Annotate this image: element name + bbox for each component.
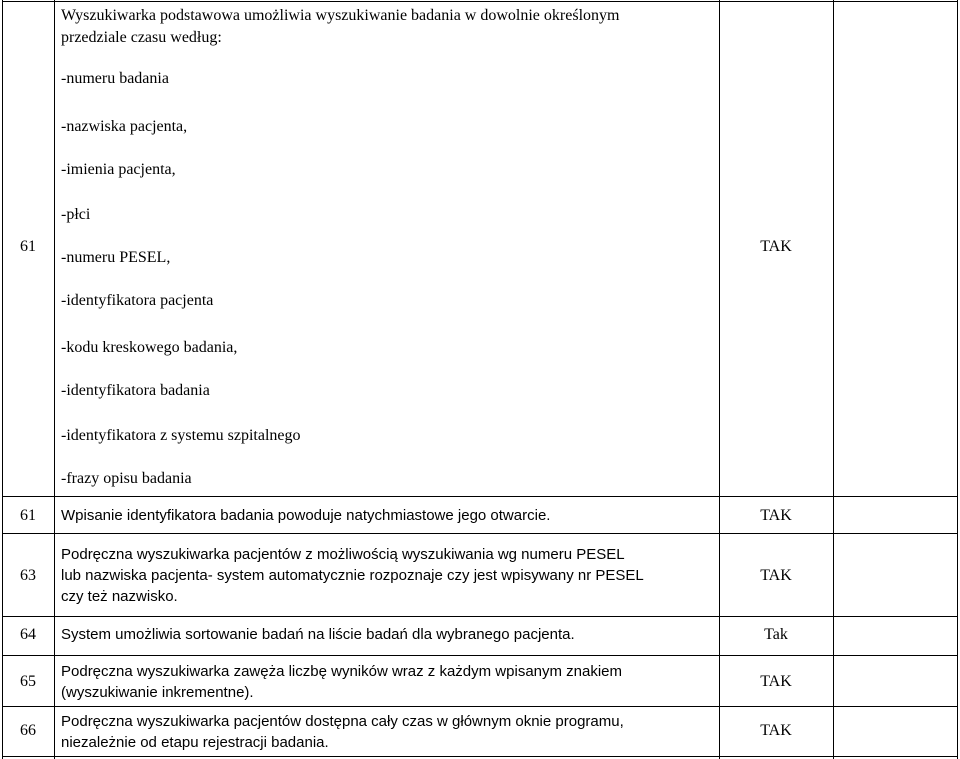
row-description-line: (wyszukiwanie inkrementne).	[61, 684, 254, 701]
row-number: 61	[20, 507, 36, 524]
table-border-left	[2, 0, 3, 759]
row-number: 64	[20, 626, 36, 643]
row-divider	[2, 496, 957, 497]
criteria-item: -kodu kreskowego badania,	[61, 339, 238, 356]
criteria-item: -identyfikatora pacjenta	[61, 292, 214, 309]
row-description-line: lub nazwiska pacjenta- system automatycznie rozpoznaje czy jest wpisywany nr PESEL	[61, 567, 644, 584]
criteria-item: -nazwiska pacjenta,	[61, 118, 188, 135]
row-description-line: czy też nazwisko.	[61, 588, 178, 605]
table-border-bottom	[2, 756, 957, 757]
row-description-line: Wyszukiwarka podstawowa umożliwia wyszukiwanie badania w dowolnie określonym	[61, 7, 620, 24]
row-description-line: Podręczna wyszukiwarka zawęża liczbę wyników wraz z każdym wpisanym znakiem	[61, 663, 623, 680]
row-value: TAK	[760, 673, 792, 690]
criteria-item: -identyfikatora badania	[61, 382, 210, 399]
row-description: System umożliwia sortowanie badań na liście badań dla wybranego pacjenta.	[61, 626, 575, 643]
row-description-line: przedziale czasu według:	[61, 29, 222, 46]
row-value: TAK	[760, 238, 792, 255]
criteria-item: -identyfikatora z systemu szpitalnego	[61, 427, 301, 444]
criteria-item: -numeru badania	[61, 70, 169, 87]
criteria-item: -imienia pacjenta,	[61, 161, 176, 178]
row-divider	[2, 533, 957, 534]
row-divider	[2, 616, 957, 617]
row-divider	[2, 655, 957, 656]
row-number: 66	[20, 722, 36, 739]
row-number: 63	[20, 567, 36, 584]
row-value: Tak	[764, 626, 788, 643]
row-description-line: Podręczna wyszukiwarka pacjentów z możliwością wyszukiwania wg numeru PESEL	[61, 546, 625, 563]
criteria-item: -płci	[61, 206, 91, 223]
criteria-item: -numeru PESEL,	[61, 249, 171, 266]
table-border-right	[957, 0, 958, 759]
column-divider-value	[833, 0, 834, 759]
row-value: TAK	[760, 567, 792, 584]
criteria-item: -frazy opisu badania	[61, 470, 192, 487]
table-border-top	[2, 1, 957, 2]
row-description-line: niezależnie od etapu rejestracji badania.	[61, 734, 329, 751]
column-divider-number	[54, 0, 55, 759]
column-divider-description	[719, 0, 720, 759]
row-description: Wpisanie identyfikatora badania powoduje natychmiastowe jego otwarcie.	[61, 507, 551, 524]
row-divider	[2, 706, 957, 707]
row-number: 61	[20, 238, 36, 255]
row-description-line: Podręczna wyszukiwarka pacjentów dostępna cały czas w głównym oknie programu,	[61, 713, 624, 730]
row-number: 65	[20, 673, 36, 690]
row-value: TAK	[760, 507, 792, 524]
row-value: TAK	[760, 722, 792, 739]
